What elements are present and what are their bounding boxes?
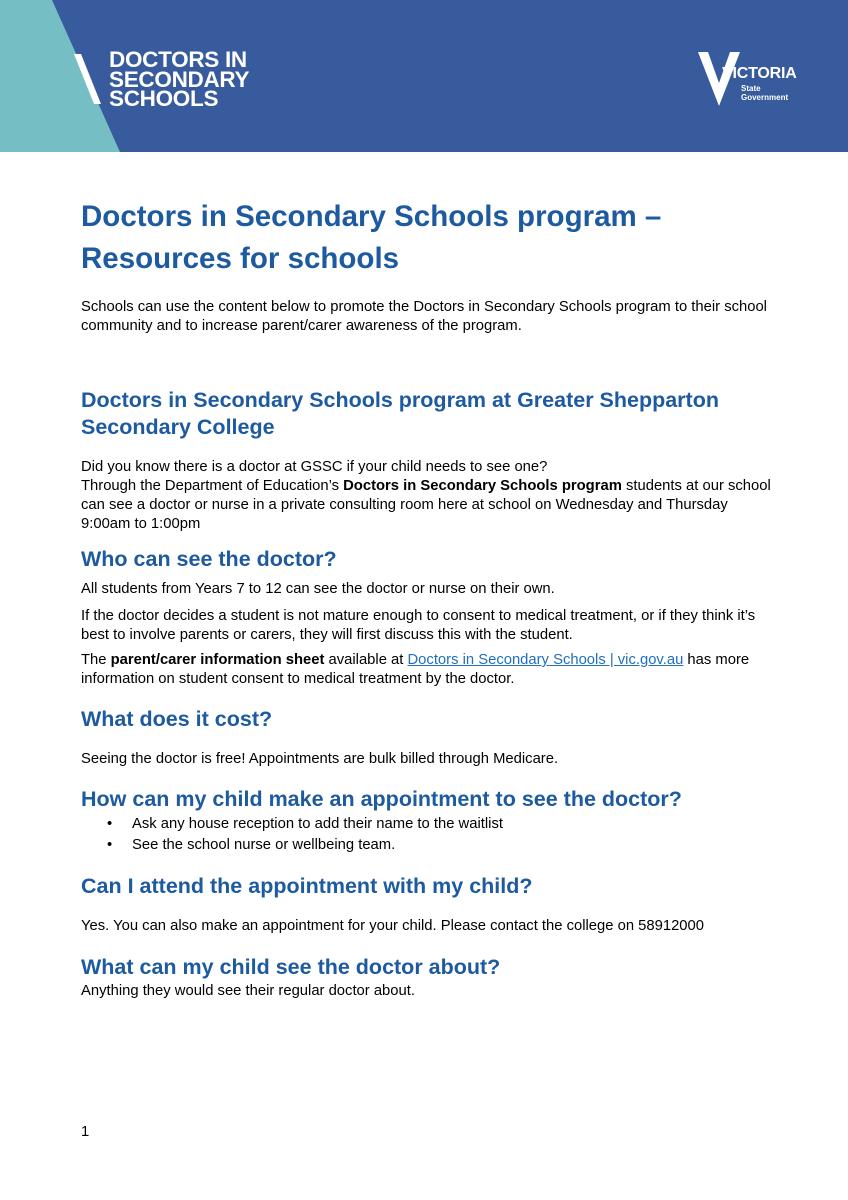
- victoria-logo-word: VICTORIA: [722, 65, 797, 82]
- list-item: [81, 835, 771, 856]
- who-paragraph-1: All students from Years 7 to 12 can see the doctor or nurse on their own.: [81, 581, 555, 597]
- college-intro-line: Did you know there is a doctor at GSSC if your child needs to see one?: [81, 459, 548, 475]
- government-label: Government: [741, 93, 789, 102]
- page-title-line: Resources for schools: [81, 242, 400, 275]
- program-logo-line: SECONDARY: [109, 66, 250, 92]
- attend-paragraph: Yes. You can also make an appointment for your child. Please contact the college on 58912000: [81, 918, 705, 934]
- page-title: [81, 196, 771, 280]
- program-text: students at our school can see a doctor or nurse in a private consulting room here at school on Wednesday and Thursday 9:00am to 1:00pm: [81, 478, 771, 532]
- consent-text: The: [81, 652, 111, 668]
- state-label: State: [741, 84, 761, 93]
- header-banner: [0, 0, 848, 152]
- appointment-list: [81, 814, 771, 856]
- cost-heading: What does it cost?: [81, 707, 273, 731]
- state-government-label: [741, 84, 788, 102]
- program-logo-line: SCHOOLS: [109, 86, 219, 111]
- page-title-line: Doctors in Secondary Schools program –: [81, 200, 662, 233]
- bullet-icon: •: [107, 816, 113, 832]
- list-item-text: Ask any house reception to add their name to the waitlist: [132, 816, 503, 832]
- doctors-in-secondary-schools-link[interactable]: Doctors in Secondary Schools | vic.gov.au: [407, 652, 684, 668]
- about-heading: What can my child see the doctor about?: [81, 955, 501, 979]
- program-name-bold: Doctors in Secondary Schools program: [343, 478, 622, 494]
- appointment-heading: How can my child make an appointment to see the doctor?: [81, 787, 682, 811]
- who-heading: Who can see the doctor?: [81, 547, 337, 571]
- intro-paragraph: Schools can use the content below to promote the Doctors in Secondary Schools program to their school community and to increase parent/carer awareness of the program.: [81, 299, 767, 334]
- cost-paragraph: Seeing the doctor is free! Appointments are bulk billed through Medicare.: [81, 751, 559, 767]
- program-logo-line: DOCTORS IN: [109, 47, 247, 72]
- program-text: Through the Department of Education’s: [81, 478, 344, 494]
- about-paragraph: Anything they would see their regular doctor about.: [81, 983, 415, 999]
- list-item-text: See the school nurse or wellbeing team.: [132, 837, 396, 853]
- college-section-body: [81, 458, 771, 534]
- list-item: [81, 814, 771, 835]
- attend-heading: Can I attend the appointment with my child?: [81, 874, 533, 898]
- bullet-icon: •: [107, 837, 113, 853]
- program-logo-text: [109, 47, 250, 111]
- consent-text: has more information on student consent to medical treatment by the doctor.: [81, 652, 750, 687]
- college-section-heading: Doctors in Secondary Schools program at Greater Shepparton Secondary College: [81, 388, 719, 439]
- consent-text: available at: [324, 652, 408, 668]
- who-paragraph-2: If the doctor decides a student is not mature enough to consent to medical treatment, or if they think it’s best to involve parents or carers, they will first discuss this with the student.: [81, 608, 756, 643]
- page-number: 1: [81, 1124, 90, 1140]
- info-sheet-bold: parent/carer information sheet: [110, 652, 325, 668]
- who-paragraph-3: [81, 651, 771, 689]
